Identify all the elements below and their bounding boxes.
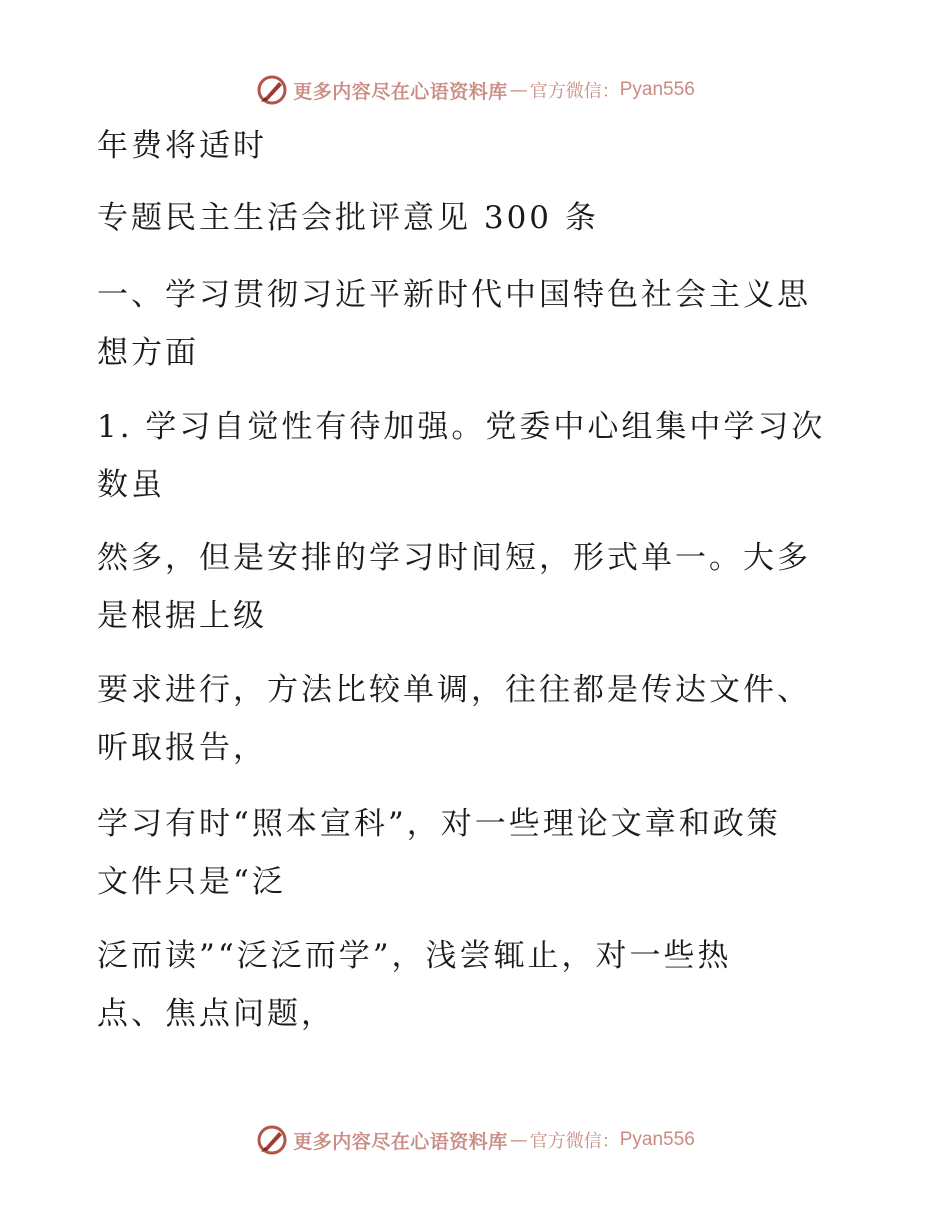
body-line: 年费将适时 bbox=[97, 128, 267, 164]
body-line: 是根据上级 bbox=[97, 598, 267, 634]
watermark-separator: — bbox=[509, 79, 528, 101]
body-line: 数虽 bbox=[97, 467, 165, 503]
body-line: 学习有时“照本宣科”，对一些理论文章和政策 bbox=[97, 806, 781, 842]
body-line: 点、焦点问题， bbox=[97, 996, 335, 1032]
body-line: 泛而读”“泛泛而学”，浅尝辄止，对一些热 bbox=[97, 938, 732, 974]
body-line: 1. 学习自觉性有待加强。党委中心组集中学习次 bbox=[97, 409, 826, 445]
watermark-wechat-label: 官方微信： bbox=[529, 1131, 620, 1152]
footer-watermark bbox=[0, 1120, 950, 1160]
body-line: 一、学习贯彻习近平新时代中国特色社会主义思 bbox=[97, 277, 811, 313]
header-watermark bbox=[0, 70, 950, 110]
watermark-wechat-id: Pyan556 bbox=[619, 79, 695, 100]
quill-pen-logo-icon bbox=[255, 1123, 289, 1157]
watermark-wechat-label: 官方微信： bbox=[529, 81, 620, 102]
quill-pen-logo-icon bbox=[255, 73, 289, 107]
body-line: 然多，但是安排的学习时间短，形式单一。大多 bbox=[97, 540, 811, 576]
body-line: 想方面 bbox=[97, 335, 199, 371]
watermark-site-text: 更多内容尽在心语资料库 bbox=[293, 1130, 508, 1153]
body-line: 听取报告， bbox=[97, 730, 267, 766]
watermark-separator: — bbox=[509, 1129, 528, 1151]
body-line: 要求进行，方法比较单调，往往都是传达文件、 bbox=[97, 672, 811, 708]
watermark-wechat-id: Pyan556 bbox=[619, 1129, 695, 1150]
watermark-site-text: 更多内容尽在心语资料库 bbox=[293, 80, 508, 103]
body-line: 专题民主生活会批评意见 300 条 bbox=[97, 200, 599, 236]
body-line: 文件只是“泛 bbox=[97, 864, 286, 900]
